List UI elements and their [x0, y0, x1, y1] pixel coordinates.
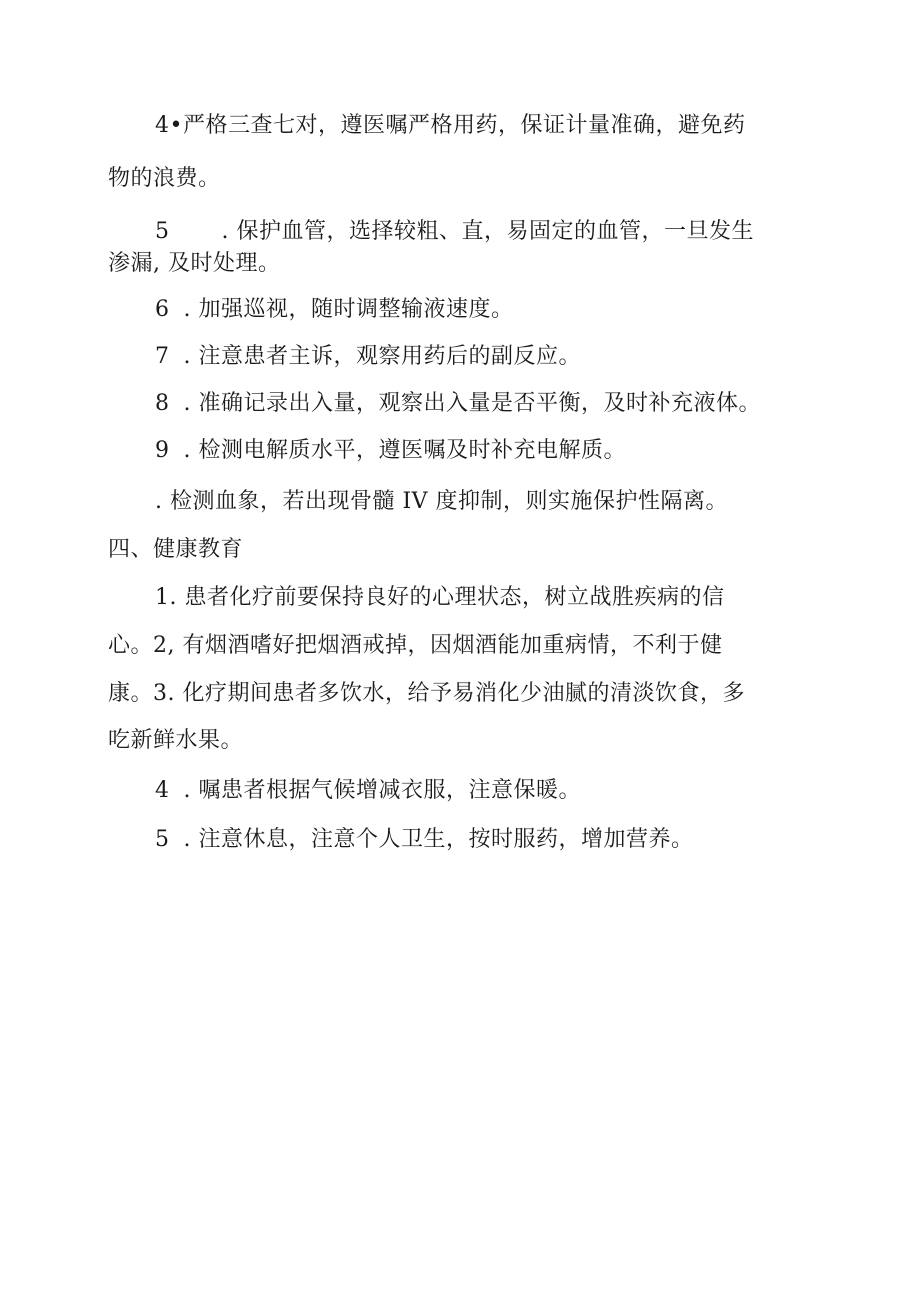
nursing-item-4-continued	[108, 165, 221, 193]
item-text: . 嘱患者根据气候增减衣服，注意保暖。	[183, 778, 581, 803]
item-number: 8	[155, 391, 170, 416]
item-text: . 准确记录出入量，观察出入量是否平衡，及时补充液体。	[183, 391, 761, 416]
nursing-item-4	[155, 112, 746, 140]
section-heading-health-education	[108, 536, 243, 564]
item-text: . 检测电解质水平，遵医嘱及时补充电解质。	[183, 438, 626, 463]
education-item-3-continued	[108, 727, 243, 755]
nursing-item-10	[155, 488, 728, 516]
education-item-5	[155, 826, 694, 854]
nursing-item-7	[155, 343, 581, 371]
section-heading-text: 四、健康教育	[108, 537, 244, 562]
item-text: 1. 患者化疗前要保持良好的心理状态，树立战胜疾病的信	[155, 585, 725, 610]
item-number: 5	[155, 219, 170, 244]
education-item-4	[155, 777, 581, 805]
item-number: 4	[155, 778, 170, 803]
item-text: 物的浪费。	[108, 166, 221, 191]
nursing-item-9	[155, 437, 626, 465]
item-text: 心。2, 有烟酒嗜好把烟酒戒掉，因烟酒能加重病情，不利于健	[108, 633, 723, 658]
item-text: 严格三查七对，遵医嘱严格用药，保证计量准确，避免药	[182, 113, 746, 138]
item-text: 康。3. 化疗期间患者多饮水，给予易消化少油腻的清淡饮食，多	[108, 681, 745, 706]
item-text: . 检测血象，若出现骨髓 IV 度抑制，则实施保护性隔离。	[155, 489, 729, 514]
item-number: 9	[155, 438, 170, 463]
item-text: . 注意患者主诉，观察用药后的副反应。	[183, 344, 581, 369]
item-number: 4•	[155, 113, 183, 138]
education-item-1	[155, 584, 725, 612]
item-number: 6	[155, 297, 170, 322]
item-text: 吃新鲜水果。	[108, 728, 244, 753]
nursing-item-5	[155, 218, 754, 246]
nursing-item-5-continued	[108, 250, 281, 278]
item-text: . 保护血管，选择较粗、直，易固定的血管，一旦发生	[221, 219, 754, 244]
item-number: 5	[155, 827, 170, 852]
education-item-2	[108, 632, 723, 660]
item-text: . 注意休息，注意个人卫生，按时服药，增加营养。	[183, 827, 694, 852]
nursing-item-6	[155, 296, 514, 324]
nursing-item-8	[155, 390, 761, 418]
item-text: 渗漏, 及时处理。	[108, 251, 281, 276]
item-text: . 加强巡视，随时调整输液速度。	[183, 297, 514, 322]
education-item-3	[108, 680, 745, 708]
item-number: 7	[155, 344, 170, 369]
